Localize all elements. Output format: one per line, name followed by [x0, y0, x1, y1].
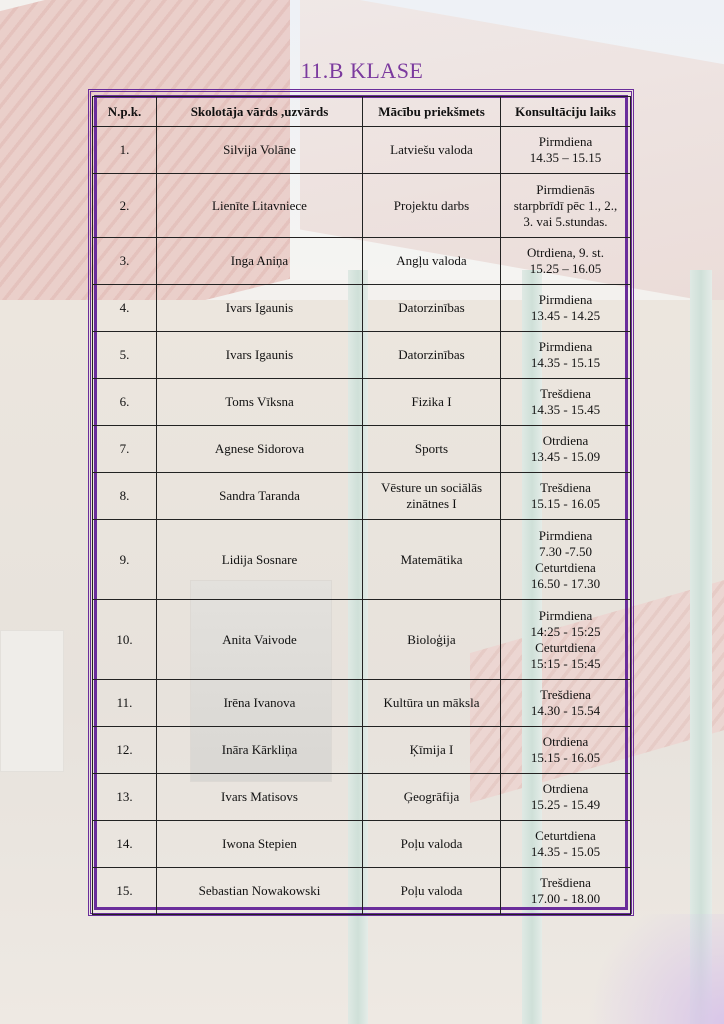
- row-number: 7.: [93, 426, 157, 473]
- consultation-time: [501, 821, 631, 868]
- row-number: 15.: [93, 868, 157, 915]
- page-title: 11.B KLASE: [300, 58, 424, 83]
- subject-name: Ķīmija I: [363, 727, 501, 774]
- background-column: [690, 270, 712, 1024]
- consultation-time-line: Trešdiena: [540, 875, 591, 890]
- subject-name: Ģeogrāfija: [363, 774, 501, 821]
- header-consultation-time: Konsultāciju laiks: [501, 97, 631, 127]
- consultation-time-line: 15.25 - 15.49: [530, 797, 601, 812]
- consultation-time: [501, 473, 631, 520]
- consultation-time: [501, 379, 631, 426]
- consultation-time-line: Trešdiena: [540, 386, 591, 401]
- row-number: 11.: [93, 680, 157, 727]
- background-corner-tint: [564, 914, 724, 1024]
- consultation-time: [501, 727, 631, 774]
- header-teacher: Skolotāja vārds ,uzvārds: [157, 97, 363, 127]
- subject-name: Poļu valoda: [363, 868, 501, 915]
- row-number: 2.: [93, 174, 157, 238]
- consultation-time-line: 14.35 - 15.15: [530, 355, 601, 370]
- consultation-time-line: Pirmdiena: [538, 527, 593, 543]
- consultation-time-line: 3. vai 5.stundas.: [523, 213, 608, 229]
- table-row: [93, 868, 631, 915]
- consultation-time-line: 15.25 – 16.05: [529, 261, 602, 276]
- row-number: 14.: [93, 821, 157, 868]
- table-row: [93, 774, 631, 821]
- consultation-time-line: 16.50 - 17.30: [530, 575, 601, 591]
- consultation-time-line: Pirmdiena: [538, 339, 593, 354]
- table-row: [93, 600, 631, 680]
- consultation-time: [501, 600, 631, 680]
- consultation-time: [501, 520, 631, 600]
- row-number: 6.: [93, 379, 157, 426]
- table-row: [93, 127, 631, 174]
- subject-name: Fizika I: [363, 379, 501, 426]
- consultation-time-line: 13.45 - 14.25: [530, 308, 601, 323]
- teacher-name: Anita Vaivode: [157, 600, 363, 680]
- table-row: [93, 174, 631, 238]
- consultation-time: [501, 238, 631, 285]
- subject-name: Latviešu valoda: [363, 127, 501, 174]
- teacher-name: Ināra Kārkliņa: [157, 727, 363, 774]
- teacher-name: Ivars Matisovs: [157, 774, 363, 821]
- header-number: N.p.k.: [93, 97, 157, 127]
- subject-name: Bioloģija: [363, 600, 501, 680]
- consultation-time-line: Otrdiena: [542, 734, 589, 749]
- row-number: 4.: [93, 285, 157, 332]
- consultation-time: [501, 174, 631, 238]
- row-number: 1.: [93, 127, 157, 174]
- table-row: [93, 426, 631, 473]
- teacher-name: Ivars Igaunis: [157, 285, 363, 332]
- consultation-time-line: 14.35 – 15.15: [529, 150, 602, 165]
- teacher-name: Irēna Ivanova: [157, 680, 363, 727]
- consultation-time-line: Otrdiena: [542, 781, 589, 796]
- consultation-time-line: Ceturtdiena: [535, 559, 596, 575]
- row-number: 3.: [93, 238, 157, 285]
- header-subject: Mācību priekšmets: [363, 97, 501, 127]
- consultation-time-line: 14:25 - 15:25: [530, 623, 601, 639]
- consultation-time-line: 17.00 - 18.00: [530, 891, 601, 906]
- teacher-name: Agnese Sidorova: [157, 426, 363, 473]
- consultation-time-line: 7.30 -7.50: [538, 543, 593, 559]
- table-body: [93, 127, 631, 915]
- teacher-name: Lidija Sosnare: [157, 520, 363, 600]
- consultation-time-line: Ceturtdiena: [535, 639, 596, 655]
- consultation-time: [501, 868, 631, 915]
- row-number: 10.: [93, 600, 157, 680]
- consultation-time-line: 15.15 - 16.05: [530, 496, 601, 511]
- consultation-time-line: Pirmdiena: [538, 292, 593, 307]
- background-sign: [0, 630, 64, 772]
- consultation-time-line: Otrdiena: [542, 433, 589, 448]
- subject-name: Sports: [363, 426, 501, 473]
- teacher-name: Lienīte Litavniece: [157, 174, 363, 238]
- consultation-time: [501, 332, 631, 379]
- consultation-time: [501, 680, 631, 727]
- subject-name: Kultūra un māksla: [363, 680, 501, 727]
- teacher-name: Sandra Taranda: [157, 473, 363, 520]
- teacher-name: Iwona Stepien: [157, 821, 363, 868]
- table-row: [93, 727, 631, 774]
- subject-name: Datorzinības: [363, 332, 501, 379]
- teacher-name: Toms Vīksna: [157, 379, 363, 426]
- consultation-table: [92, 96, 631, 915]
- table-row: [93, 821, 631, 868]
- consultation-time-line: 14.30 - 15.54: [530, 703, 601, 718]
- consultation-time-line: Pirmdiena: [538, 134, 593, 149]
- table-row: [93, 332, 631, 379]
- subject-name: Datorzinības: [363, 285, 501, 332]
- consultation-time-line: 14.35 - 15.05: [530, 844, 601, 859]
- consultation-time-line: Pirmdienās: [536, 181, 595, 197]
- table-row: [93, 473, 631, 520]
- consultation-time-line: Trešdiena: [540, 480, 591, 495]
- row-number: 8.: [93, 473, 157, 520]
- consultation-time-line: 15:15 - 15:45: [530, 655, 601, 671]
- row-number: 13.: [93, 774, 157, 821]
- consultation-time-line: 14.35 - 15.45: [530, 402, 601, 417]
- subject-name: Vēsture un sociālās zinātnes I: [363, 473, 501, 520]
- row-number: 9.: [93, 520, 157, 600]
- teacher-name: Silvija Volāne: [157, 127, 363, 174]
- consultation-time: [501, 285, 631, 332]
- teacher-name: Ivars Igaunis: [157, 332, 363, 379]
- subject-name: Projektu darbs: [363, 174, 501, 238]
- consultation-time-line: Otrdiena, 9. st.: [527, 245, 604, 260]
- subject-name: Angļu valoda: [363, 238, 501, 285]
- consultation-time-line: Trešdiena: [540, 687, 591, 702]
- teacher-name: Sebastian Nowakowski: [157, 868, 363, 915]
- row-number: 12.: [93, 727, 157, 774]
- consultation-time: [501, 426, 631, 473]
- row-number: 5.: [93, 332, 157, 379]
- consultation-time-line: Ceturtdiena: [535, 828, 596, 843]
- consultation-time-line: 13.45 - 15.09: [530, 449, 601, 464]
- table-header-row: [93, 97, 631, 127]
- subject-name: Poļu valoda: [363, 821, 501, 868]
- table-row: [93, 285, 631, 332]
- consultation-time-line: starpbrīdī pēc 1., 2.,: [513, 197, 618, 213]
- teacher-name: Inga Aniņa: [157, 238, 363, 285]
- consultation-time: [501, 774, 631, 821]
- consultation-time-line: 15.15 - 16.05: [530, 750, 601, 765]
- table-row: [93, 379, 631, 426]
- table-row: [93, 520, 631, 600]
- consultation-time: [501, 127, 631, 174]
- table-row: [93, 238, 631, 285]
- table-row: [93, 680, 631, 727]
- subject-name: Matemātika: [363, 520, 501, 600]
- consultation-time-line: Pirmdiena: [538, 607, 593, 623]
